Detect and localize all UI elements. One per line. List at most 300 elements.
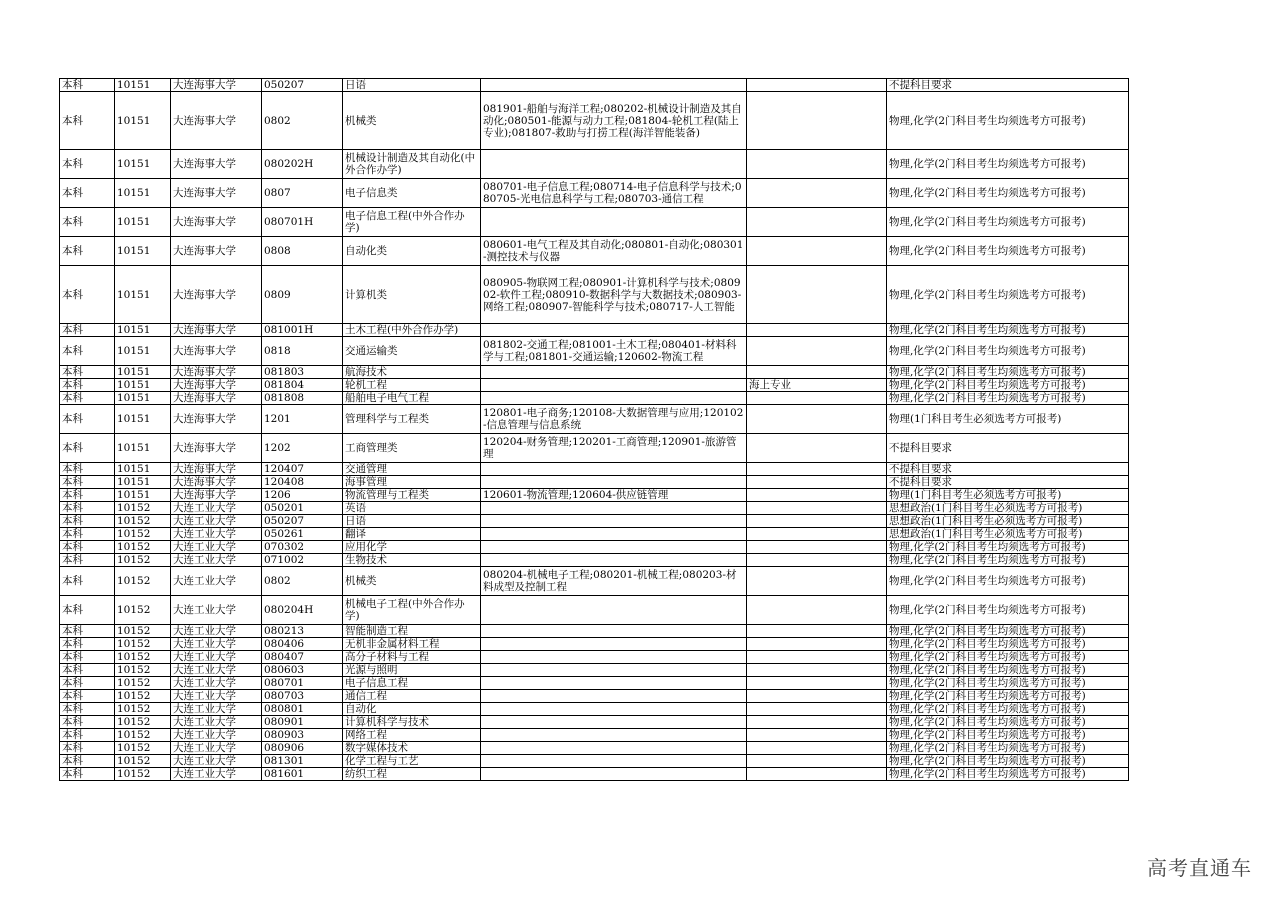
- included-majors-cell: 080905-物联网工程;080901-计算机科学与技术;080902-软件工程;080910-数据科学与大数据技术;080903-网络工程;080907-智能科学与技术;080717-人工智能: [481, 266, 747, 324]
- table-row: [60, 768, 1129, 781]
- level-cell: 本科: [60, 79, 115, 92]
- major-name-cell: 高分子材料与工程: [343, 651, 481, 664]
- school-code-cell: 10151: [115, 489, 171, 502]
- school-code-cell: 10152: [115, 567, 171, 596]
- level-cell: 本科: [60, 463, 115, 476]
- level-cell: 本科: [60, 434, 115, 463]
- school-code-cell: 10151: [115, 405, 171, 434]
- school-name-cell: 大连海事大学: [171, 405, 262, 434]
- included-majors-cell: [481, 729, 747, 742]
- subject-requirement-cell: 物理,化学(2门科目考生均须选考方可报考): [887, 755, 1129, 768]
- school-code-cell: 10152: [115, 664, 171, 677]
- major-name-cell: 机械设计制造及其自动化(中外合作办学): [343, 150, 481, 179]
- note-cell: [747, 405, 887, 434]
- major-code-cell: 0809: [262, 266, 343, 324]
- level-cell: 本科: [60, 567, 115, 596]
- level-cell: 本科: [60, 677, 115, 690]
- subject-requirement-cell: 物理,化学(2门科目考生均须选考方可报考): [887, 651, 1129, 664]
- major-name-cell: 土木工程(中外合作办学): [343, 324, 481, 337]
- school-name-cell: 大连海事大学: [171, 92, 262, 150]
- note-cell: [747, 92, 887, 150]
- table-row: [60, 150, 1129, 179]
- included-majors-cell: [481, 638, 747, 651]
- level-cell: 本科: [60, 651, 115, 664]
- table-row: [60, 92, 1129, 150]
- subject-requirement-cell: 不提科目要求: [887, 463, 1129, 476]
- table-row: [60, 541, 1129, 554]
- major-name-cell: 纺织工程: [343, 768, 481, 781]
- note-cell: [747, 150, 887, 179]
- school-name-cell: 大连工业大学: [171, 528, 262, 541]
- major-name-cell: 交通运输类: [343, 337, 481, 366]
- included-majors-cell: 081901-船舶与海洋工程;080202-机械设计制造及其自动化;080501-能源与动力工程;081804-轮机工程(陆上专业);081807-救助与打捞工程(海洋智能装备): [481, 92, 747, 150]
- table-row: [60, 638, 1129, 651]
- note-cell: [747, 515, 887, 528]
- level-cell: 本科: [60, 208, 115, 237]
- major-name-cell: 通信工程: [343, 690, 481, 703]
- included-majors-cell: 120801-电子商务;120108-大数据管理与应用;120102-信息管理与信息系统: [481, 405, 747, 434]
- major-name-cell: 日语: [343, 79, 481, 92]
- table-row: [60, 664, 1129, 677]
- major-code-cell: 070302: [262, 541, 343, 554]
- level-cell: 本科: [60, 489, 115, 502]
- note-cell: [747, 651, 887, 664]
- major-code-cell: 080407: [262, 651, 343, 664]
- major-name-cell: 轮机工程: [343, 379, 481, 392]
- note-cell: [747, 337, 887, 366]
- table-row: [60, 596, 1129, 625]
- major-name-cell: 电子信息类: [343, 179, 481, 208]
- table-row: [60, 755, 1129, 768]
- subject-requirement-cell: 物理,化学(2门科目考生均须选考方可报考): [887, 742, 1129, 755]
- included-majors-cell: [481, 554, 747, 567]
- school-code-cell: 10152: [115, 541, 171, 554]
- table-row: [60, 392, 1129, 405]
- subject-requirement-cell: 物理,化学(2门科目考生均须选考方可报考): [887, 379, 1129, 392]
- note-cell: [747, 554, 887, 567]
- major-name-cell: 自动化类: [343, 237, 481, 266]
- included-majors-cell: 080601-电气工程及其自动化;080801-自动化;080301-测控技术与仪器: [481, 237, 747, 266]
- major-code-cell: 080903: [262, 729, 343, 742]
- major-code-cell: 081808: [262, 392, 343, 405]
- included-majors-cell: [481, 742, 747, 755]
- major-requirements-table: [59, 78, 1129, 781]
- note-cell: [747, 742, 887, 755]
- level-cell: 本科: [60, 379, 115, 392]
- included-majors-cell: [481, 502, 747, 515]
- school-name-cell: 大连工业大学: [171, 596, 262, 625]
- school-code-cell: 10152: [115, 515, 171, 528]
- note-cell: [747, 664, 887, 677]
- note-cell: [747, 677, 887, 690]
- note-cell: [747, 703, 887, 716]
- level-cell: 本科: [60, 528, 115, 541]
- school-code-cell: 10151: [115, 150, 171, 179]
- subject-requirement-cell: 物理(1门科目考生必须选考方可报考): [887, 405, 1129, 434]
- level-cell: 本科: [60, 703, 115, 716]
- included-majors-cell: [481, 379, 747, 392]
- level-cell: 本科: [60, 515, 115, 528]
- school-code-cell: 10151: [115, 392, 171, 405]
- school-code-cell: 10152: [115, 528, 171, 541]
- school-code-cell: 10152: [115, 716, 171, 729]
- major-code-cell: 080801: [262, 703, 343, 716]
- table-row: [60, 405, 1129, 434]
- school-name-cell: 大连工业大学: [171, 742, 262, 755]
- school-name-cell: 大连工业大学: [171, 541, 262, 554]
- subject-requirement-cell: 思想政治(1门科目考生必须选考方可报考): [887, 502, 1129, 515]
- included-majors-cell: [481, 463, 747, 476]
- school-code-cell: 10152: [115, 690, 171, 703]
- note-cell: [747, 266, 887, 324]
- major-code-cell: 080213: [262, 625, 343, 638]
- school-code-cell: 10151: [115, 324, 171, 337]
- note-cell: [747, 716, 887, 729]
- school-name-cell: 大连海事大学: [171, 150, 262, 179]
- major-code-cell: 081001H: [262, 324, 343, 337]
- major-name-cell: 光源与照明: [343, 664, 481, 677]
- major-name-cell: 智能制造工程: [343, 625, 481, 638]
- school-name-cell: 大连工业大学: [171, 625, 262, 638]
- table-row: [60, 716, 1129, 729]
- level-cell: 本科: [60, 742, 115, 755]
- included-majors-cell: [481, 324, 747, 337]
- table-row: [60, 677, 1129, 690]
- major-code-cell: 080204H: [262, 596, 343, 625]
- school-code-cell: 10151: [115, 237, 171, 266]
- level-cell: 本科: [60, 625, 115, 638]
- major-code-cell: 080701: [262, 677, 343, 690]
- school-code-cell: 10152: [115, 742, 171, 755]
- table-row: [60, 528, 1129, 541]
- subject-requirement-cell: 物理(1门科目考生必须选考方可报考): [887, 489, 1129, 502]
- major-code-cell: 080906: [262, 742, 343, 755]
- included-majors-cell: 120204-财务管理;120201-工商管理;120901-旅游管理: [481, 434, 747, 463]
- subject-requirement-cell: 思想政治(1门科目考生必须选考方可报考): [887, 515, 1129, 528]
- included-majors-cell: [481, 651, 747, 664]
- school-name-cell: 大连海事大学: [171, 476, 262, 489]
- included-majors-cell: [481, 150, 747, 179]
- note-cell: [747, 237, 887, 266]
- major-name-cell: 机械电子工程(中外合作办学): [343, 596, 481, 625]
- major-name-cell: 应用化学: [343, 541, 481, 554]
- major-name-cell: 日语: [343, 515, 481, 528]
- table-row: [60, 379, 1129, 392]
- school-name-cell: 大连海事大学: [171, 324, 262, 337]
- table-row: [60, 79, 1129, 92]
- note-cell: [747, 755, 887, 768]
- major-name-cell: 物流管理与工程类: [343, 489, 481, 502]
- school-name-cell: 大连海事大学: [171, 392, 262, 405]
- note-cell: [747, 476, 887, 489]
- school-code-cell: 10151: [115, 179, 171, 208]
- school-code-cell: 10151: [115, 379, 171, 392]
- note-cell: [747, 434, 887, 463]
- major-code-cell: 0808: [262, 237, 343, 266]
- subject-requirement-cell: 物理,化学(2门科目考生均须选考方可报考): [887, 208, 1129, 237]
- table-row: [60, 337, 1129, 366]
- school-name-cell: 大连海事大学: [171, 337, 262, 366]
- major-code-cell: 080901: [262, 716, 343, 729]
- table-row: [60, 208, 1129, 237]
- major-name-cell: 自动化: [343, 703, 481, 716]
- subject-requirement-cell: 物理,化学(2门科目考生均须选考方可报考): [887, 596, 1129, 625]
- subject-requirement-cell: 物理,化学(2门科目考生均须选考方可报考): [887, 768, 1129, 781]
- major-name-cell: 海事管理: [343, 476, 481, 489]
- school-name-cell: 大连工业大学: [171, 716, 262, 729]
- major-name-cell: 管理科学与工程类: [343, 405, 481, 434]
- school-name-cell: 大连海事大学: [171, 208, 262, 237]
- table-row: [60, 567, 1129, 596]
- level-cell: 本科: [60, 596, 115, 625]
- level-cell: 本科: [60, 664, 115, 677]
- table-row: [60, 179, 1129, 208]
- school-code-cell: 10151: [115, 79, 171, 92]
- school-name-cell: 大连海事大学: [171, 379, 262, 392]
- major-code-cell: 0818: [262, 337, 343, 366]
- school-name-cell: 大连海事大学: [171, 79, 262, 92]
- level-cell: 本科: [60, 266, 115, 324]
- note-cell: [747, 79, 887, 92]
- major-code-cell: 050201: [262, 502, 343, 515]
- major-code-cell: 071002: [262, 554, 343, 567]
- table-row: [60, 651, 1129, 664]
- school-name-cell: 大连工业大学: [171, 554, 262, 567]
- subject-requirement-cell: 物理,化学(2门科目考生均须选考方可报考): [887, 638, 1129, 651]
- major-code-cell: 0807: [262, 179, 343, 208]
- level-cell: 本科: [60, 150, 115, 179]
- major-name-cell: 工商管理类: [343, 434, 481, 463]
- note-cell: [747, 208, 887, 237]
- table-row: [60, 476, 1129, 489]
- included-majors-cell: [481, 716, 747, 729]
- included-majors-cell: [481, 664, 747, 677]
- major-name-cell: 数字媒体技术: [343, 742, 481, 755]
- table-row: [60, 463, 1129, 476]
- level-cell: 本科: [60, 729, 115, 742]
- included-majors-cell: [481, 625, 747, 638]
- major-name-cell: 计算机类: [343, 266, 481, 324]
- included-majors-cell: [481, 366, 747, 379]
- major-code-cell: 120408: [262, 476, 343, 489]
- note-cell: [747, 625, 887, 638]
- school-name-cell: 大连海事大学: [171, 266, 262, 324]
- note-cell: [747, 366, 887, 379]
- major-name-cell: 化学工程与工艺: [343, 755, 481, 768]
- subject-requirement-cell: 物理,化学(2门科目考生均须选考方可报考): [887, 237, 1129, 266]
- note-cell: [747, 541, 887, 554]
- level-cell: 本科: [60, 337, 115, 366]
- subject-requirement-cell: 物理,化学(2门科目考生均须选考方可报考): [887, 554, 1129, 567]
- major-name-cell: 机械类: [343, 567, 481, 596]
- included-majors-cell: [481, 768, 747, 781]
- school-name-cell: 大连工业大学: [171, 567, 262, 596]
- major-code-cell: 081301: [262, 755, 343, 768]
- included-majors-cell: [481, 392, 747, 405]
- school-name-cell: 大连工业大学: [171, 729, 262, 742]
- school-code-cell: 10151: [115, 266, 171, 324]
- note-cell: [747, 567, 887, 596]
- subject-requirement-cell: 物理,化学(2门科目考生均须选考方可报考): [887, 625, 1129, 638]
- school-name-cell: 大连海事大学: [171, 434, 262, 463]
- subject-requirement-cell: 物理,化学(2门科目考生均须选考方可报考): [887, 92, 1129, 150]
- school-code-cell: 10152: [115, 729, 171, 742]
- table-row: [60, 515, 1129, 528]
- major-name-cell: 航海技术: [343, 366, 481, 379]
- school-name-cell: 大连海事大学: [171, 463, 262, 476]
- subject-requirement-cell: 物理,化学(2门科目考生均须选考方可报考): [887, 179, 1129, 208]
- school-code-cell: 10151: [115, 337, 171, 366]
- subject-requirement-cell: 物理,化学(2门科目考生均须选考方可报考): [887, 677, 1129, 690]
- included-majors-cell: [481, 528, 747, 541]
- school-name-cell: 大连工业大学: [171, 502, 262, 515]
- major-code-cell: 1206: [262, 489, 343, 502]
- included-majors-cell: [481, 755, 747, 768]
- included-majors-cell: [481, 690, 747, 703]
- level-cell: 本科: [60, 755, 115, 768]
- note-cell: 海上专业: [747, 379, 887, 392]
- subject-requirement-cell: 物理,化学(2门科目考生均须选考方可报考): [887, 541, 1129, 554]
- school-name-cell: 大连工业大学: [171, 703, 262, 716]
- level-cell: 本科: [60, 690, 115, 703]
- included-majors-cell: [481, 596, 747, 625]
- note-cell: [747, 768, 887, 781]
- table-row: [60, 703, 1129, 716]
- level-cell: 本科: [60, 324, 115, 337]
- level-cell: 本科: [60, 638, 115, 651]
- subject-requirement-cell: 物理,化学(2门科目考生均须选考方可报考): [887, 664, 1129, 677]
- included-majors-cell: 080204-机械电子工程;080201-机械工程;080203-材料成型及控制工程: [481, 567, 747, 596]
- level-cell: 本科: [60, 541, 115, 554]
- table-row: [60, 266, 1129, 324]
- note-cell: [747, 502, 887, 515]
- level-cell: 本科: [60, 92, 115, 150]
- subject-requirement-cell: 思想政治(1门科目考生必须选考方可报考): [887, 528, 1129, 541]
- note-cell: [747, 729, 887, 742]
- subject-requirement-cell: 物理,化学(2门科目考生均须选考方可报考): [887, 716, 1129, 729]
- subject-requirement-cell: 不提科目要求: [887, 476, 1129, 489]
- level-cell: 本科: [60, 392, 115, 405]
- major-code-cell: 1202: [262, 434, 343, 463]
- subject-requirement-cell: 物理,化学(2门科目考生均须选考方可报考): [887, 266, 1129, 324]
- included-majors-cell: [481, 703, 747, 716]
- subject-requirement-cell: 物理,化学(2门科目考生均须选考方可报考): [887, 150, 1129, 179]
- level-cell: 本科: [60, 502, 115, 515]
- school-code-cell: 10151: [115, 208, 171, 237]
- subject-requirement-cell: 物理,化学(2门科目考生均须选考方可报考): [887, 337, 1129, 366]
- school-name-cell: 大连海事大学: [171, 237, 262, 266]
- note-cell: [747, 528, 887, 541]
- major-code-cell: 080406: [262, 638, 343, 651]
- level-cell: 本科: [60, 366, 115, 379]
- subject-requirement-cell: 物理,化学(2门科目考生均须选考方可报考): [887, 392, 1129, 405]
- major-code-cell: 080603: [262, 664, 343, 677]
- included-majors-cell: [481, 515, 747, 528]
- school-code-cell: 10151: [115, 463, 171, 476]
- included-majors-cell: 120601-物流管理;120604-供应链管理: [481, 489, 747, 502]
- included-majors-cell: [481, 677, 747, 690]
- table-row: [60, 729, 1129, 742]
- school-code-cell: 10152: [115, 596, 171, 625]
- major-code-cell: 050207: [262, 515, 343, 528]
- subject-requirement-cell: 物理,化学(2门科目考生均须选考方可报考): [887, 567, 1129, 596]
- school-name-cell: 大连海事大学: [171, 366, 262, 379]
- school-name-cell: 大连工业大学: [171, 664, 262, 677]
- major-name-cell: 翻译: [343, 528, 481, 541]
- subject-requirement-cell: 不提科目要求: [887, 79, 1129, 92]
- level-cell: 本科: [60, 476, 115, 489]
- school-code-cell: 10151: [115, 366, 171, 379]
- subject-requirement-cell: 不提科目要求: [887, 434, 1129, 463]
- school-code-cell: 10152: [115, 755, 171, 768]
- school-code-cell: 10151: [115, 92, 171, 150]
- major-name-cell: 电子信息工程(中外合作办学): [343, 208, 481, 237]
- major-name-cell: 计算机科学与技术: [343, 716, 481, 729]
- major-code-cell: 0802: [262, 92, 343, 150]
- major-name-cell: 网络工程: [343, 729, 481, 742]
- school-name-cell: 大连海事大学: [171, 179, 262, 208]
- subject-requirement-cell: 物理,化学(2门科目考生均须选考方可报考): [887, 690, 1129, 703]
- table-row: [60, 434, 1129, 463]
- note-cell: [747, 179, 887, 208]
- school-code-cell: 10152: [115, 554, 171, 567]
- school-name-cell: 大连工业大学: [171, 690, 262, 703]
- major-code-cell: 050261: [262, 528, 343, 541]
- subject-requirement-cell: 物理,化学(2门科目考生均须选考方可报考): [887, 729, 1129, 742]
- table-row: [60, 237, 1129, 266]
- major-code-cell: 081601: [262, 768, 343, 781]
- major-code-cell: 080703: [262, 690, 343, 703]
- table-row: [60, 625, 1129, 638]
- major-code-cell: 080202H: [262, 150, 343, 179]
- included-majors-cell: [481, 79, 747, 92]
- table-row: [60, 366, 1129, 379]
- level-cell: 本科: [60, 179, 115, 208]
- major-name-cell: 生物技术: [343, 554, 481, 567]
- note-cell: [747, 596, 887, 625]
- level-cell: 本科: [60, 716, 115, 729]
- school-code-cell: 10152: [115, 768, 171, 781]
- major-code-cell: 081803: [262, 366, 343, 379]
- school-code-cell: 10151: [115, 476, 171, 489]
- school-name-cell: 大连海事大学: [171, 489, 262, 502]
- table-body: [60, 79, 1129, 781]
- included-majors-cell: [481, 541, 747, 554]
- note-cell: [747, 324, 887, 337]
- subject-requirement-cell: 物理,化学(2门科目考生均须选考方可报考): [887, 366, 1129, 379]
- major-code-cell: 081804: [262, 379, 343, 392]
- school-code-cell: 10152: [115, 638, 171, 651]
- included-majors-cell: 081802-交通工程;081001-土木工程;080401-材料科学与工程;081801-交通运输;120602-物流工程: [481, 337, 747, 366]
- table-row: [60, 489, 1129, 502]
- table-row: [60, 554, 1129, 567]
- note-cell: [747, 690, 887, 703]
- school-code-cell: 10152: [115, 502, 171, 515]
- major-name-cell: 机械类: [343, 92, 481, 150]
- table-row: [60, 324, 1129, 337]
- major-code-cell: 080701H: [262, 208, 343, 237]
- note-cell: [747, 489, 887, 502]
- subject-requirement-cell: 物理,化学(2门科目考生均须选考方可报考): [887, 324, 1129, 337]
- table-row: [60, 502, 1129, 515]
- note-cell: [747, 463, 887, 476]
- major-name-cell: 船舶电子电气工程: [343, 392, 481, 405]
- included-majors-cell: 080701-电子信息工程;080714-电子信息科学与技术;080705-光电信息科学与工程;080703-通信工程: [481, 179, 747, 208]
- table-row: [60, 690, 1129, 703]
- included-majors-cell: [481, 476, 747, 489]
- major-name-cell: 无机非金属材料工程: [343, 638, 481, 651]
- included-majors-cell: [481, 208, 747, 237]
